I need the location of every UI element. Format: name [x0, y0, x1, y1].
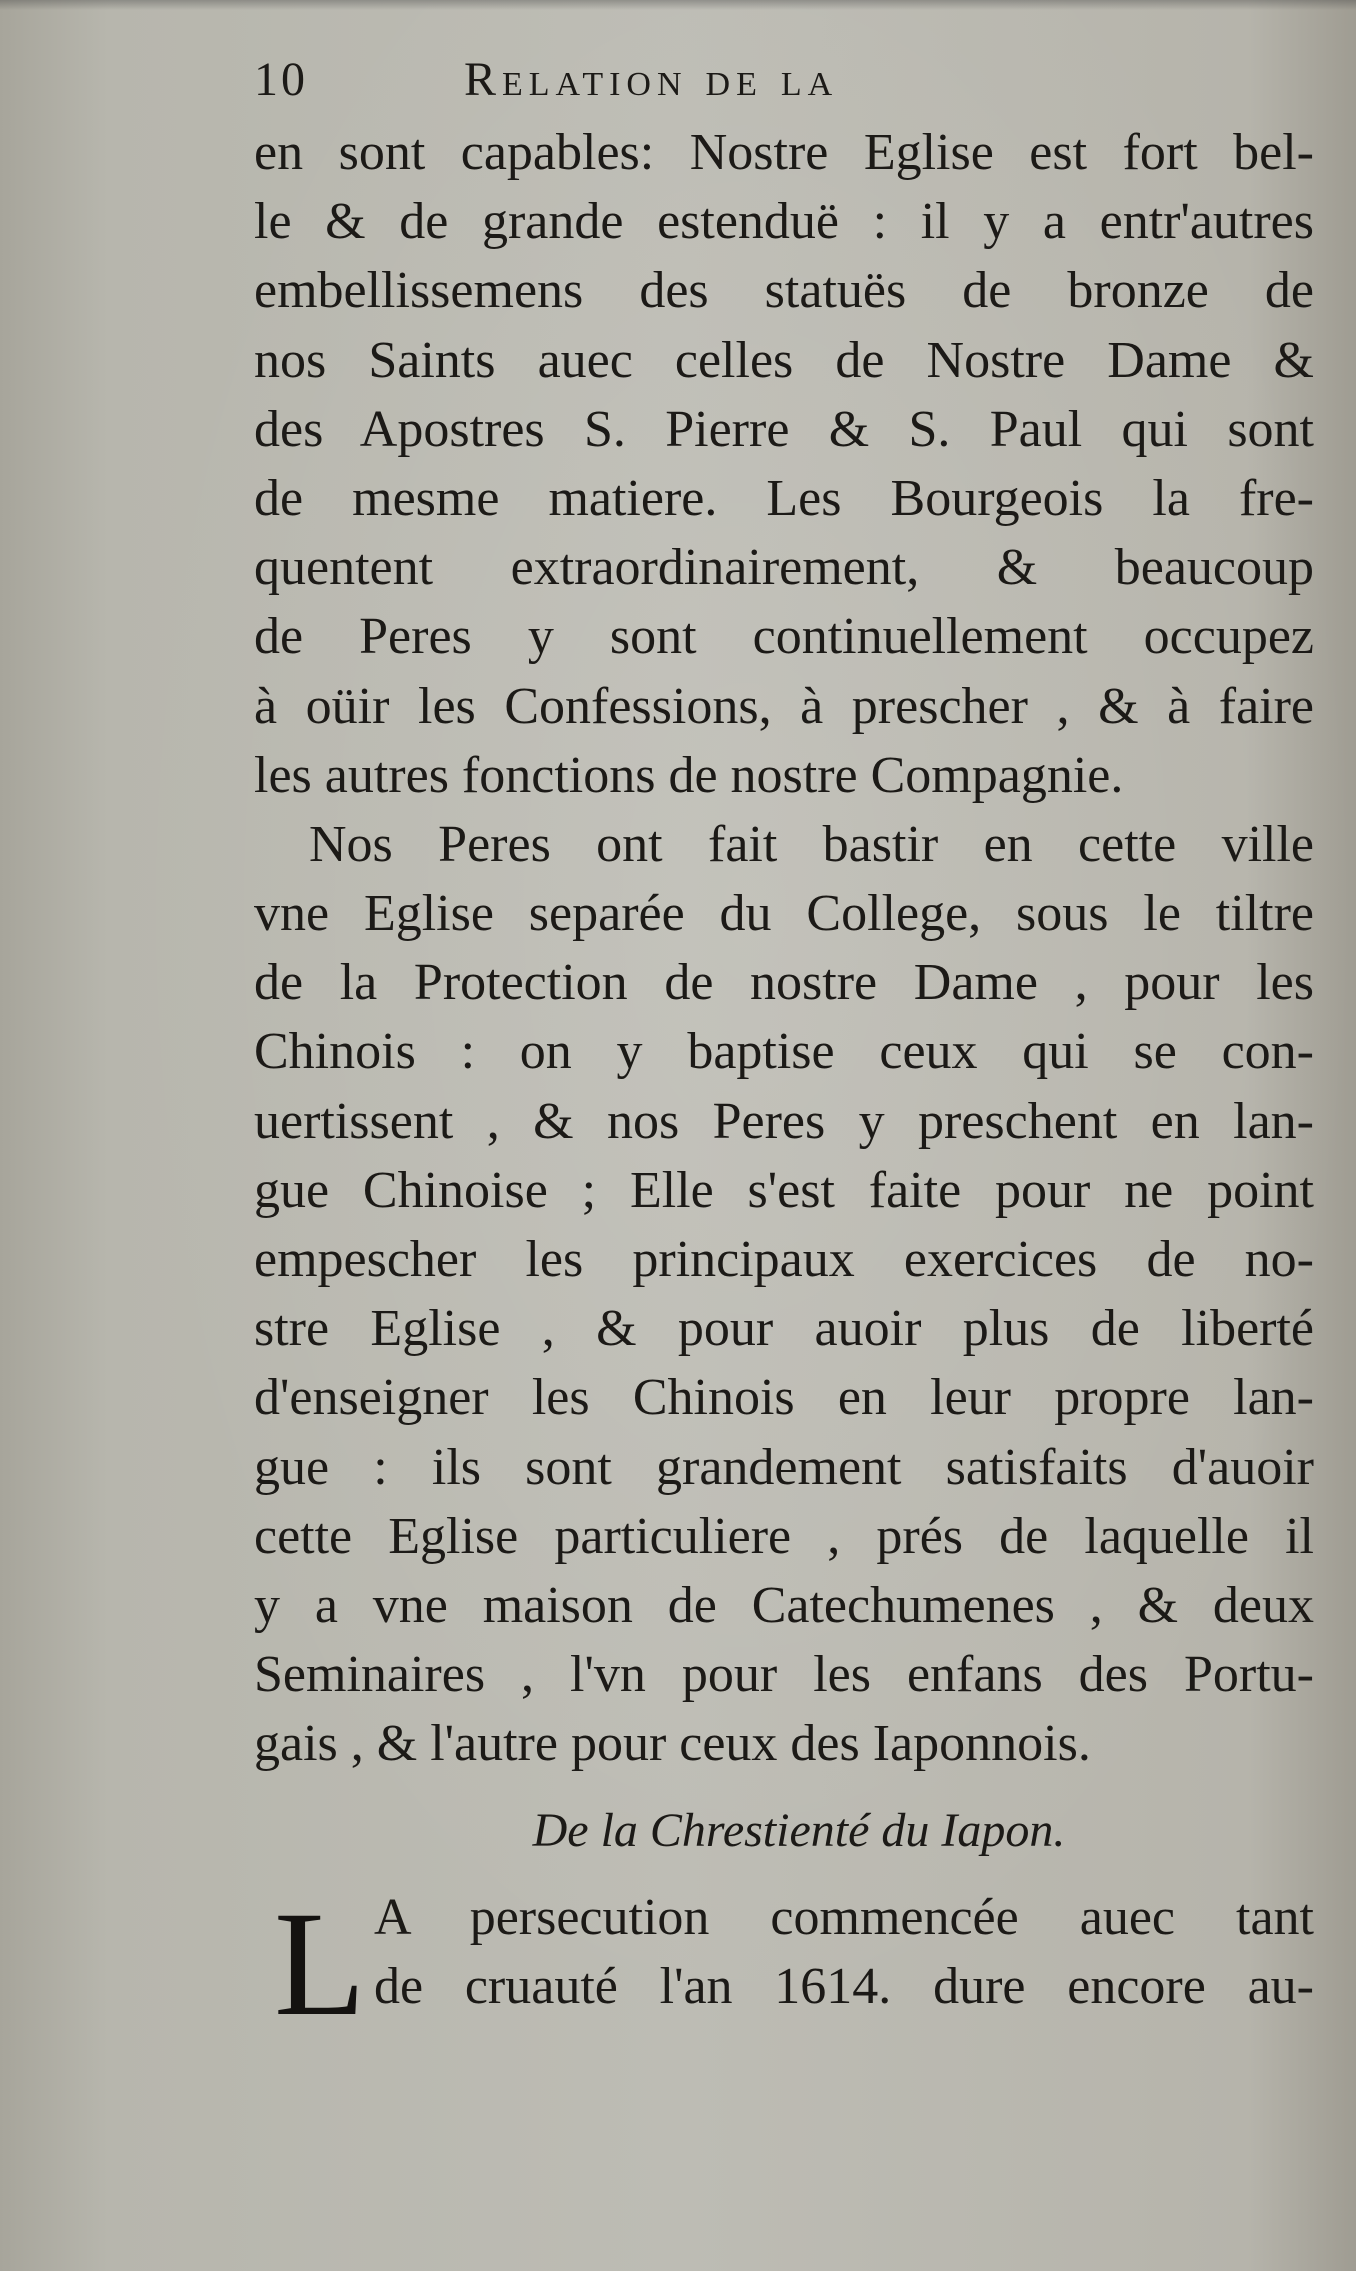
text-line: quentent extraordinairement, & beaucoup	[254, 539, 1314, 597]
text-line: de mesme matiere. Les Bourgeois la fre-	[254, 469, 1314, 527]
text-line: de cruauté l'an 1614. dure encore au-	[374, 1957, 1314, 2015]
text-line: embellissemens des statuës de bronze de	[254, 262, 1314, 320]
page-number: 10	[254, 53, 308, 106]
text-line: les autres fonctions de nostre Compagnie.	[254, 746, 1124, 804]
text-line: à oüir les Confessions, à prescher , & à faire	[254, 677, 1314, 735]
paragraph-3	[254, 1880, 1314, 2047]
text-line: des Apostres S. Pierre & S. Paul qui sont	[254, 400, 1314, 458]
running-head	[254, 52, 1314, 118]
text-line: le & de grande estenduë : il y a entr'autres	[254, 193, 1314, 251]
text-line: nos Saints auec celles de Nostre Dame &	[254, 331, 1314, 389]
text-line: Chinois : on y baptise ceux qui se con-	[254, 1023, 1314, 1081]
section-title: De la Chrestienté du Iapon.	[532, 1803, 1066, 1857]
text-line: d'enseigner les Chinois en leur propre lan-	[254, 1369, 1314, 1427]
text-line: de la Protection de nostre Dame , pour les	[254, 954, 1314, 1012]
text-line: vne Eglise separée du College, sous le tiltre	[254, 885, 1314, 943]
text-line: y a vne maison de Catechumenes , & deux	[254, 1576, 1314, 1634]
text-line: Nos Peres ont fait bastir en cette ville	[309, 815, 1314, 873]
text-line: gais , & l'autre pour ceux des Iaponnois.	[254, 1715, 1091, 1773]
text-block	[254, 52, 1314, 2047]
text-line: gue : ils sont grandement satisfaits d'auoir	[254, 1438, 1314, 1496]
page-top-edge	[0, 0, 1356, 10]
running-head-title: Relation de la	[464, 53, 839, 106]
text-line: gue Chinoise ; Elle s'est faite pour ne point	[254, 1161, 1314, 1219]
paragraph-2	[254, 810, 1314, 1779]
text-line: cette Eglise particuliere , prés de laquelle il	[254, 1507, 1314, 1565]
text-line: A persecution commencée auec tant	[374, 1888, 1314, 1946]
text-line: empescher les principaux exercices de no-	[254, 1231, 1314, 1288]
text-line: Seminaires , l'vn pour les enfans des Portu-	[254, 1646, 1314, 1704]
text-line: stre Eglise , & pour auoir plus de liberté	[254, 1300, 1314, 1358]
text-line: de Peres y sont continuellement occupez	[254, 608, 1314, 666]
text-line: uertissent , & nos Peres y preschent en lan-	[254, 1092, 1314, 1150]
paragraph-1	[254, 118, 1314, 810]
text-line: en sont capables: Nostre Eglise est fort bel-	[254, 124, 1314, 181]
drop-cap: L	[274, 1880, 366, 2047]
